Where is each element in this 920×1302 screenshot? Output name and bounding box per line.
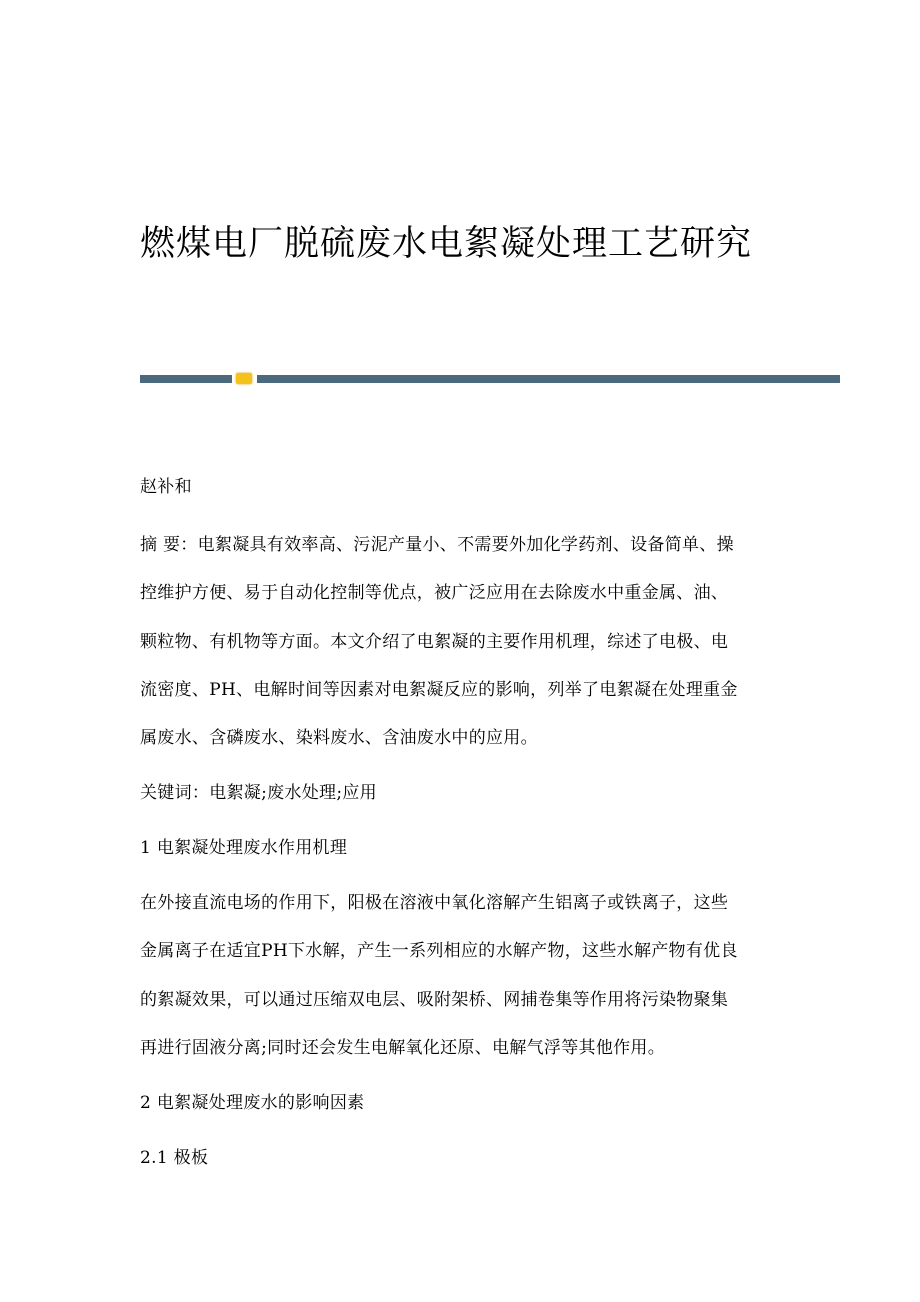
- keywords: 关键词：电絮凝;废水处理;应用: [140, 783, 377, 803]
- abstract-line: 颗粒物、有机物等方面。本文介绍了电絮凝的主要作用机理，综述了电极、电: [140, 632, 729, 652]
- abstract-line: 摘 要：电絮凝具有效率高、污泥产量小、不需要外加化学药剂、设备简单、操: [140, 535, 734, 555]
- body-line: 的絮凝效果，可以通过压缩双电层、吸附架桥、网捕卷集等作用将污染物聚集: [140, 990, 729, 1010]
- body-line: 金属离子在适宜PH下水解，产生一系列相应的水解产物，这些水解产物有优良: [140, 941, 738, 961]
- abstract-line: 流密度、PH、电解时间等因素对电絮凝反应的影响，列举了电絮凝在处理重金: [140, 680, 738, 700]
- author: 赵补和: [140, 477, 192, 497]
- body-line: 再进行固液分离;同时还会发生电解氧化还原、电解气浮等其他作用。: [140, 1038, 666, 1058]
- title-divider-right: [257, 375, 840, 383]
- section-heading: 2 电絮凝处理废水的影响因素: [140, 1093, 365, 1113]
- divider-ornament-icon: [236, 373, 252, 384]
- document-title: 燃煤电厂脱硫废水电絮凝处理工艺研究: [140, 224, 753, 264]
- subsection-heading: 2.1 极板: [140, 1148, 209, 1168]
- body-line: 在外接直流电场的作用下，阳极在溶液中氧化溶解产生铝离子或铁离子，这些: [140, 893, 729, 913]
- abstract-line: 属废水、含磷废水、染料废水、含油废水中的应用。: [140, 728, 538, 748]
- abstract-line: 控维护方便、易于自动化控制等优点，被广泛应用在去除废水中重金属、油、: [140, 583, 729, 603]
- title-divider-left: [140, 375, 232, 383]
- section-heading: 1 电絮凝处理废水作用机理: [140, 838, 348, 858]
